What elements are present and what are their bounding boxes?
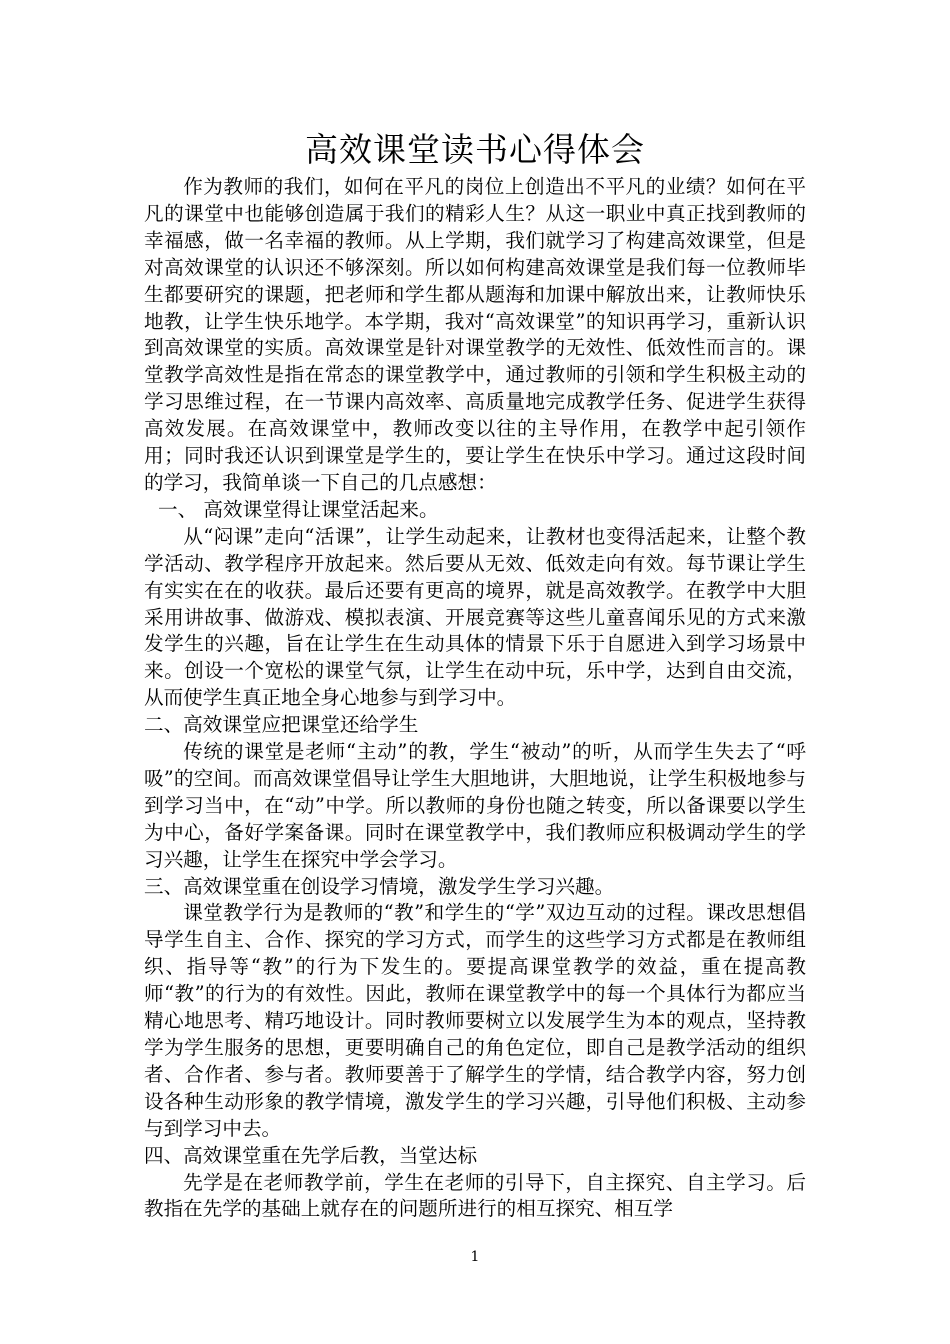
section-body-4: 先学是在老师教学前，学生在老师的引导下，自主探究、自主学习。后教指在先学的基础上就存在的问题所进行的相互探究、相互学 (144, 1170, 806, 1221)
section-heading-4: 四、高效课堂重在先学后教，当堂达标 (144, 1143, 478, 1167)
section-heading-2: 二、高效课堂应把课堂还给学生 (144, 713, 419, 737)
intro-paragraph: 作为教师的我们，如何在平凡的岗位上创造出不平凡的业绩？如何在平凡的课堂中也能够创造属于我们的精彩人生？从这一职业中真正找到教师的幸福感，做一名幸福的教师。从上学期，我们就学习了构建高效课堂，但是对高效课堂的认识还不够深刻。所以如何构建高效课堂是我们每一位教师毕生都要研究的课题，把老师和学生都从题海和加课中解放出来，让教师快乐地教，让学生快乐地学。本学期，我对“高效课堂”的知识再学习，重新认识到高效课堂的实质。高效课堂是针对课堂教学的无效性、低效性而言的。课堂教学高效性是指在常态的课堂教学中，通过教师的引领和学生积极主动的学习思维过程，在一节课内高效率、高质量地完成教学任务、促进学生获得高效发展。在高效课堂中，教师改变以往的主导作用，在教学中起引领作用；同时我还认识到课堂是学生的，要让学生在快乐中学习。通过这段时间的学习，我简单谈一下自己的几点感想： (144, 175, 806, 494)
document-title: 高效课堂读书心得体会 (305, 130, 645, 169)
section-heading-1: 一、 高效课堂得让课堂活起来。 (158, 497, 439, 521)
section-heading-3: 三、高效课堂重在创设学习情境，激发学生学习兴趣。 (144, 874, 615, 898)
section-body-3: 课堂教学行为是教师的“教”和学生的“学”双边互动的过程。课改思想倡导学生自主、合作、探究的学习方式，而学生的这些学习方式都是在教师组织、指导等“教”的行为下发生的。要提高课堂教学的效益，重在提高教师“教”的行为的有效性。因此，教师在课堂教学中的每一个具体行为都应当精心地思考、精巧地设计。同时教师要树立以发展学生为本的观点，坚持教学为学生服务的思想，更要明确自己的角色定位，即自己是教学活动的组织者、合作者、参与者。教师要善于了解学生的学情，结合教学内容，努力创设各种生动形象的教学情境，激发学生的学习兴趣，引导他们积极、主动参与到学习中去。 (144, 901, 806, 1140)
document-body (144, 174, 806, 1223)
page-number: 1 (470, 1249, 480, 1265)
section-body-1: 从“闷课”走向“活课”，让学生动起来，让教材也变得活起来，让整个教学活动、教学程序开放起来。然后要从无效、低效走向有效。每节课让学生有实实在在的收获。最后还要有更高的境界，就是高效教学。在教学中大胆采用讲故事、做游戏、模拟表演、开展竞赛等这些儿童喜闻乐见的方式来激发学生的兴趣，旨在让学生在生动具体的情景下乐于自愿进入到学习场景中来。创设一个宽松的课堂气氛，让学生在动中玩，乐中学，达到自由交流，从而使学生真正地全身心地参与到学习中。 (144, 524, 806, 710)
section-body-2: 传统的课堂是老师“主动”的教，学生“被动”的听，从而学生失去了“呼吸”的空间。而高效课堂倡导让学生大胆地讲，大胆地说，让学生积极地参与到学习当中，在“动”中学。所以教师的身份也随之转变，所以备课要以学生为中心，备好学案备课。同时在课堂教学中，我们教师应积极调动学生的学习兴趣，让学生在探究中学会学习。 (144, 740, 806, 871)
